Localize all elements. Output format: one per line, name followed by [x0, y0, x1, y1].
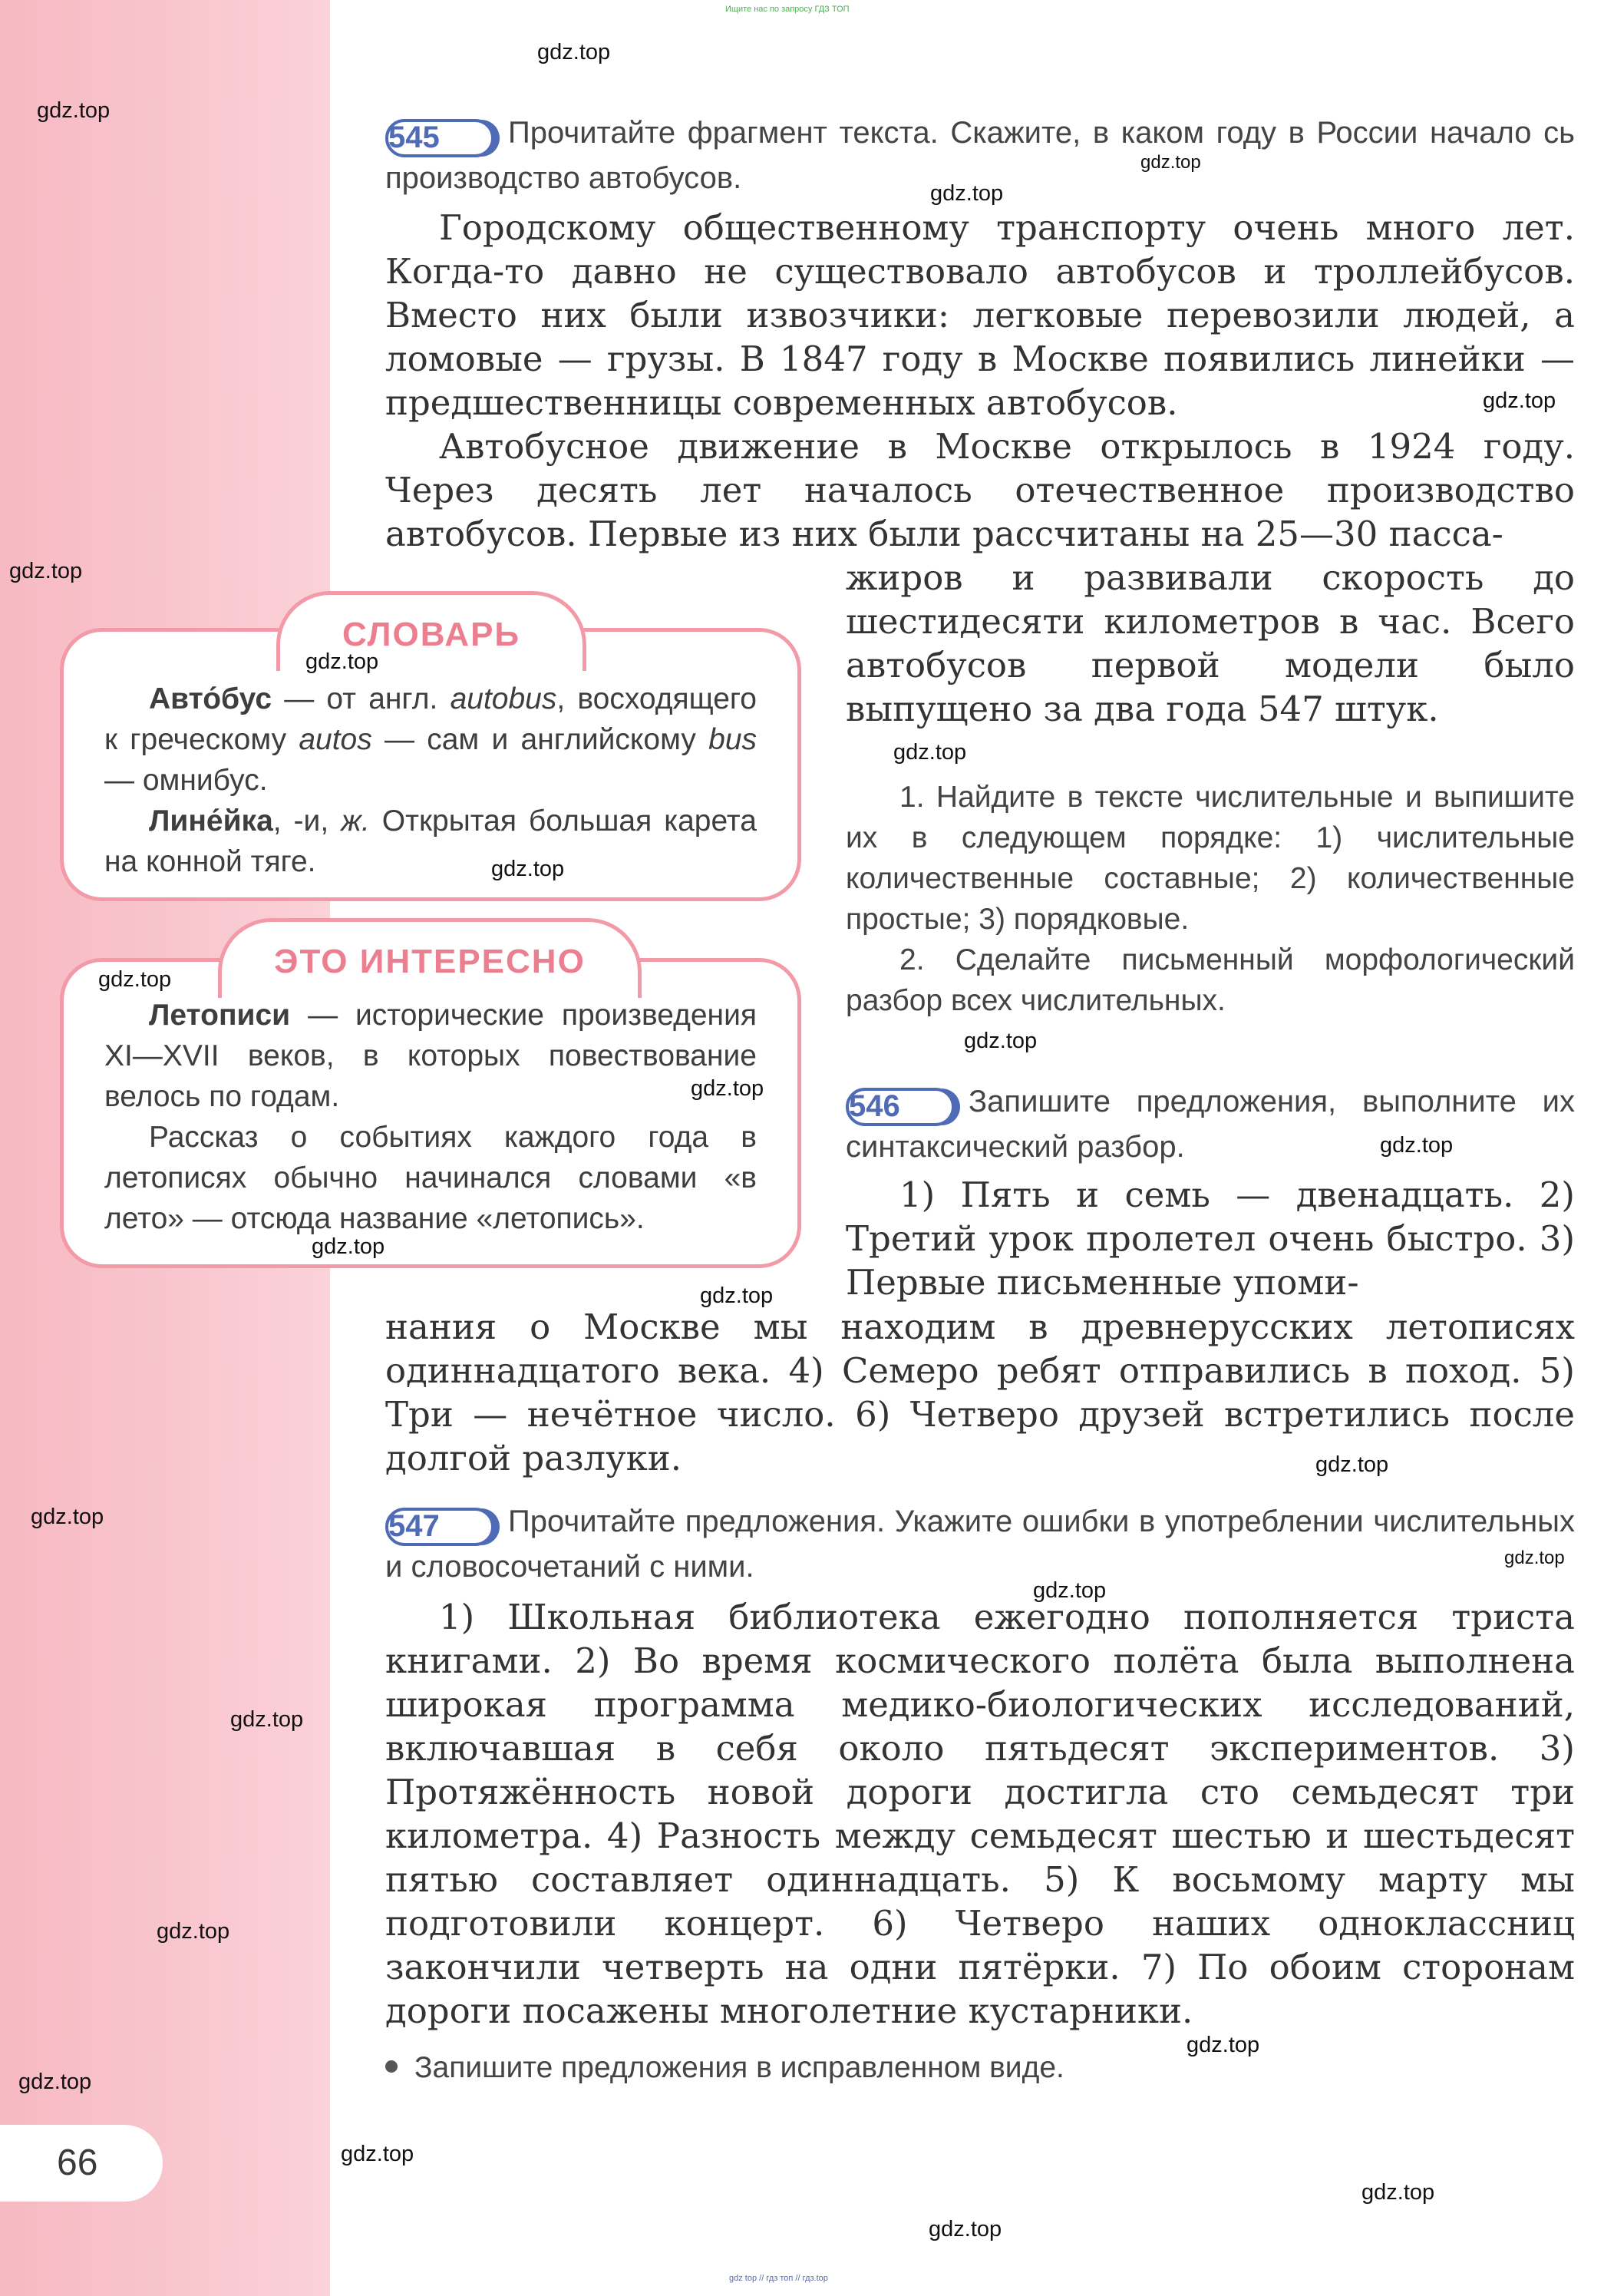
watermark: gdz.top	[98, 967, 172, 992]
watermark: gdz.top	[305, 649, 379, 674]
exercise-546-text-a: 1) Пять и семь — двенадцать. 2) Третий урок пролетел очень быстро. 3) Первые письменные упоми-	[846, 1174, 1575, 1303]
exercise-546-task	[846, 1081, 1575, 1168]
watermark: gdz.top	[1033, 1578, 1107, 1603]
dictionary-title: СЛОВАРЬ	[276, 591, 586, 671]
watermark: gdz.top	[1380, 1133, 1454, 1158]
exercise-547-task	[385, 1501, 1575, 1587]
exercise-547-text	[385, 1595, 1575, 2033]
exercise-545-text-right	[846, 556, 1575, 731]
exercise-545-questions	[846, 777, 1575, 1021]
exercise-547-number: 547	[385, 1508, 494, 1546]
exercise-546-text-right	[846, 1173, 1575, 1304]
dictionary-text	[104, 679, 757, 882]
interesting-para2: Рассказ о событиях каждого года в летописях обычно начинался словами «в лето» — отсюда название «летопись».	[104, 1121, 757, 1235]
exercise-547-bullet	[385, 2051, 1064, 2085]
watermark: gdz.top	[230, 1707, 304, 1732]
watermark: gdz.top	[1483, 388, 1556, 413]
watermark: gdz.top	[1186, 2033, 1260, 2057]
bottom-note: gdz top // гдз топ // гдз.top	[729, 2274, 828, 2283]
exercise-547-bullet-text: Запишите предложения в исправленном виде.	[414, 2051, 1064, 2084]
watermark: gdz.top	[31, 1505, 104, 1529]
dictionary-def-1c: , восходящего к греческому	[104, 682, 757, 756]
exercise-546-number: 546	[846, 1088, 955, 1126]
dictionary-def-1f: bus	[708, 723, 757, 756]
dictionary-def-2a: , -и,	[272, 804, 342, 837]
bullet-icon	[385, 2060, 398, 2073]
watermark: gdz.top	[964, 1029, 1038, 1053]
dictionary-term-1: Авто́бус	[149, 682, 272, 715]
exercise-547-task-text: Прочитайте предложения. Укажите ошибки в употреблении числительных и словосочетаний с ними.	[385, 1505, 1575, 1584]
watermark: gdz.top	[18, 2070, 92, 2094]
dictionary-def-1a: — от англ.	[272, 682, 451, 715]
watermark: gdz.top	[491, 857, 565, 881]
exercise-545-para2a: Автобусное движение в Москве открылось в 1924 году. Через десять лет началось отечественное производство автобусов. Первые из них были рассчитаны на 25—30 пасса-	[385, 426, 1575, 554]
dictionary-def-1e: — сам и английскому	[371, 723, 709, 756]
watermark: gdz.top	[700, 1283, 774, 1308]
watermark: gdz.top	[9, 559, 83, 583]
page-number: 66	[0, 2125, 163, 2202]
watermark: gdz.top	[157, 1919, 230, 1944]
watermark: gdz.top	[691, 1076, 764, 1101]
interesting-title: ЭТО ИНТЕРЕСНО	[218, 918, 642, 998]
exercise-546-task-text: Запишите предложения, выполните их синтаксический разбор.	[846, 1085, 1575, 1164]
exercise-546-text-bottom	[385, 1305, 1575, 1480]
watermark: gdz.top	[930, 181, 1004, 206]
dictionary-term-2: Лине́йка	[149, 804, 273, 837]
watermark: gdz.top	[537, 40, 611, 64]
top-note: Ищите нас по запросу ГДЗ ТОП	[725, 5, 850, 14]
exercise-545-task-text: Прочитайте фрагмент текста. Скажите, в каком году в России начало сь производство автобусов.	[385, 116, 1575, 195]
interesting-term: Летописи	[149, 999, 291, 1032]
exercise-545-question-1: 1. Найдите в тексте числительные и выпишите их в следующем порядке: 1) числительные количественные составные; 2) количественные простые; 3) порядковые.	[846, 781, 1575, 936]
dictionary-def-1d: autos	[299, 723, 372, 756]
exercise-545-para1: Городскому общественному транспорту очень много лет. Когда-то давно не существовало автобусов и троллейбусов. Вместо них были извозчики: легковые перевозили людей, а ломовые — грузы. В 1847 году в Москве появились линейки — предшественницы современных автобусов.	[385, 207, 1575, 423]
dictionary-def-1b: autobus	[450, 682, 557, 715]
dictionary-def-2b: ж.	[341, 804, 370, 837]
dictionary-def-1g: — омнибус.	[104, 764, 268, 797]
exercise-545-para2b: жиров и развивали скорость до шестидесяти километров в час. Всего автобусов первой модели было выпущено за два года 547 штук.	[846, 557, 1575, 729]
watermark: gdz.top	[341, 2142, 414, 2166]
exercise-545-number: 545	[385, 119, 494, 157]
exercise-545-text-top	[385, 206, 1575, 556]
watermark: gdz.top	[1140, 152, 1201, 173]
exercise-547-sentences: 1) Школьная библиотека ежегодно пополняется триста книгами. 2) Во время космического полёта была выполнена широкая программа медико-биологических исследований, включавшая в себя около пятьдесят экспериментов. 3) Протяжённость новой дороги достигла сто семьдесят три километра. 4) Разность между семьдесят шестью и шестьдесят пятью составляет одиннадцать. 5) К восьмому марту мы подготовили концерт. 6) Четверо наших одноклассниц закончили четверть на одни пятёрки. 7) По обоим сторонам дороги посажены многолетние кустарники.	[385, 1597, 1575, 2031]
watermark: gdz.top	[1315, 1452, 1389, 1477]
interesting-def: — исторические произведения XI—XVII веков, в которых повествование велось по годам.	[104, 999, 757, 1113]
watermark: gdz.top	[312, 1234, 385, 1259]
exercise-545-question-2: 2. Сделайте письменный морфологический разбор всех числительных.	[846, 943, 1575, 1017]
watermark: gdz.top	[37, 98, 111, 123]
watermark: gdz.top	[1504, 1548, 1565, 1568]
watermark: gdz.top	[1361, 2180, 1435, 2205]
dictionary-def-2c: Открытая большая карета на конной тяге.	[104, 804, 757, 878]
interesting-text	[104, 995, 757, 1239]
watermark: gdz.top	[929, 2217, 1002, 2241]
watermark: gdz.top	[893, 740, 967, 765]
exercise-546-text-b: нания о Москве мы находим в древнерусских летописях одиннадцатого века. 4) Семеро ребят отправились в поход. 5) Три — нечётное число. 6) Четверо друзей встретились после долгой разлуки.	[385, 1307, 1575, 1478]
